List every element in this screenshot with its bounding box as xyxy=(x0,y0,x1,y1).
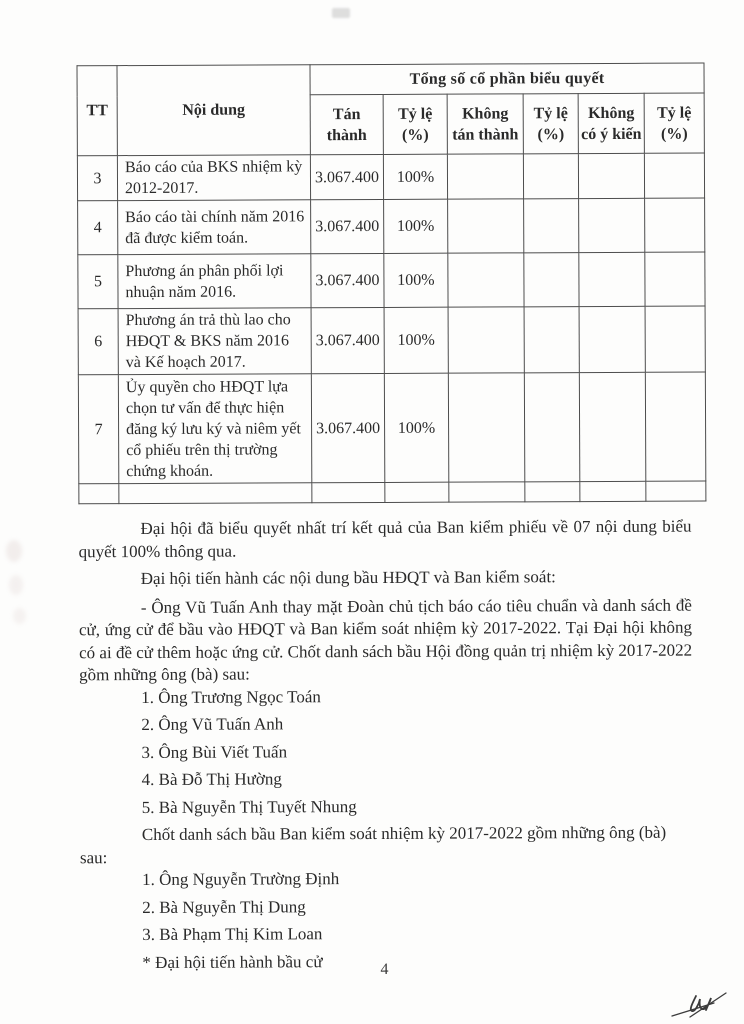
subheader-disapprove-ratio: Tỷ lệ (%) xyxy=(523,94,578,154)
cell-abstain xyxy=(579,252,645,306)
cell-approve-pct xyxy=(385,482,449,502)
page-number: 4 xyxy=(380,960,389,978)
cell-approve-pct: 100% xyxy=(384,307,448,373)
cell-disapprove xyxy=(448,373,524,482)
subheader-disapprove: Không tán thành xyxy=(447,94,523,154)
cell-content: Phương án phân phối lợi nhuận năm 2016. xyxy=(118,254,311,309)
cell-abstain xyxy=(578,153,644,198)
cell-content: Báo cáo của BKS nhiệm kỳ 2012-2017. xyxy=(117,155,310,201)
cell-content xyxy=(119,483,312,504)
bks-candidate-item: 2. Bà Nguyễn Thị Dung xyxy=(142,896,306,917)
paragraph-election-intro: Đại hội tiến hành các nội dung bầu HĐQT và Ban kiểm soát: xyxy=(140,567,556,589)
paragraph-bks-intro: Chốt danh sách bầu Ban kiểm soát nhiệm kỳ 2017-2022 gồm những ông (bà) sau: xyxy=(79,822,667,867)
cell-disapprove xyxy=(448,199,524,253)
cell-approve-pct: 100% xyxy=(384,373,448,482)
cell-approve-pct: 100% xyxy=(383,154,447,199)
cell-abstain xyxy=(580,481,646,501)
subheader-approve-ratio: Tỷ lệ (%) xyxy=(383,94,447,154)
subheader-approve: Tán thành xyxy=(310,94,383,154)
cell-abstain-pct xyxy=(645,306,705,372)
subheader-abstain-ratio: Tỷ lệ (%) xyxy=(644,93,704,153)
cell-content: Phương án trả thù lao cho HĐQT & BKS năm 2016 và Kế hoạch 2017. xyxy=(118,308,311,375)
cell-tt: 3 xyxy=(77,156,117,201)
cell-approve: 3.067.400 xyxy=(311,253,384,307)
cell-tt: 5 xyxy=(78,255,118,309)
cell-abstain-pct xyxy=(646,481,706,501)
cell-disapprove-pct xyxy=(523,154,578,199)
cell-disapprove-pct xyxy=(524,253,579,307)
cell-disapprove xyxy=(447,154,523,199)
cell-disapprove-pct xyxy=(524,199,579,253)
table-row xyxy=(78,198,705,255)
cell-disapprove xyxy=(449,482,525,502)
cell-abstain-pct xyxy=(645,372,705,481)
cell-tt: 7 xyxy=(78,375,118,484)
table-row xyxy=(78,306,705,375)
bks-candidate-list xyxy=(80,867,693,947)
cell-abstain xyxy=(579,198,645,252)
table-row xyxy=(78,252,705,309)
hdqt-candidate-list xyxy=(79,684,693,819)
cell-disapprove-pct xyxy=(524,373,579,482)
cell-approve: 3.067.400 xyxy=(311,307,384,373)
hdqt-candidate-item: 5. Bà Nguyễn Thị Tuyết Nhung xyxy=(141,796,357,817)
cell-abstain-pct xyxy=(645,252,705,306)
cell-approve: 3.067.400 xyxy=(311,199,384,253)
subheader-abstain: Không có ý kiến xyxy=(578,93,644,153)
document-body xyxy=(78,511,693,975)
cell-abstain-pct xyxy=(645,198,705,252)
header-group-total-shares: Tổng số cổ phần biểu quyết xyxy=(310,63,704,95)
table-row-empty xyxy=(79,481,706,504)
header-noi-dung: Nội dung xyxy=(117,65,310,156)
cell-content: Ủy quyền cho HĐQT lựa chọn tư vấn để thực hiện đăng ký lưu ký và niêm yết cổ phiếu trên thị trường chứng khoán. xyxy=(118,374,311,484)
bks-candidate-item: 3. Bà Phạm Thị Kim Loan xyxy=(142,924,323,945)
cell-disapprove xyxy=(448,253,524,307)
handwritten-signature-mark xyxy=(666,986,730,1024)
table-row xyxy=(78,372,705,484)
cell-approve xyxy=(312,482,385,502)
cell-tt: 4 xyxy=(78,201,118,255)
cell-abstain xyxy=(579,372,645,481)
table-header-row xyxy=(77,63,704,96)
cell-disapprove xyxy=(448,307,524,373)
cell-approve: 3.067.400 xyxy=(311,373,384,482)
hdqt-candidate-item: 4. Bà Đỗ Thị Hường xyxy=(141,769,282,790)
cell-approve: 3.067.400 xyxy=(310,154,383,199)
cell-disapprove-pct xyxy=(525,482,580,502)
paragraph-nomination: - Ông Vũ Tuấn Anh thay mặt Đoàn chủ tịch báo cáo tiêu chuẩn và danh sách đề cử, ứng cử để bầu vào HĐQT và Ban kiểm soát nhiệm kỳ 2017-2022. Tại Đại hội không có ai đề cử thêm hoặc ứng cử. Chốt danh sách bầu Hội đồng quản trị nhiệm kỳ 2017-2022 gồm những ông (bà) sau: xyxy=(78,595,693,685)
hdqt-candidate-item: 3. Ông Bùi Viết Tuấn xyxy=(141,741,288,762)
hdqt-candidate-item: 1. Ông Trương Ngọc Toán xyxy=(141,686,321,707)
cell-disapprove-pct xyxy=(524,307,579,373)
cell-abstain-pct xyxy=(644,153,704,198)
hdqt-candidate-item: 2. Ông Vũ Tuấn Anh xyxy=(141,714,284,735)
cell-tt xyxy=(79,484,119,504)
cell-abstain xyxy=(579,306,645,372)
bks-candidate-item: 1. Ông Nguyễn Trường Định xyxy=(142,869,340,890)
cell-approve-pct: 100% xyxy=(384,253,448,307)
paragraph-vote-result: Đại hội đã biểu quyết nhất trí kết quả của Ban kiểm phiếu về 07 nội dung biểu quyết 100% thông qua. xyxy=(78,516,692,561)
table-row xyxy=(77,153,704,201)
closing-note: * Đại hội tiến hành bầu cử xyxy=(142,951,323,972)
header-tt: TT xyxy=(77,66,117,156)
cell-tt: 6 xyxy=(78,309,118,375)
cell-content: Báo cáo tài chính năm 2016 đã được kiểm toán. xyxy=(118,200,311,255)
cell-approve-pct: 100% xyxy=(384,199,448,253)
voting-results-table xyxy=(76,63,706,505)
